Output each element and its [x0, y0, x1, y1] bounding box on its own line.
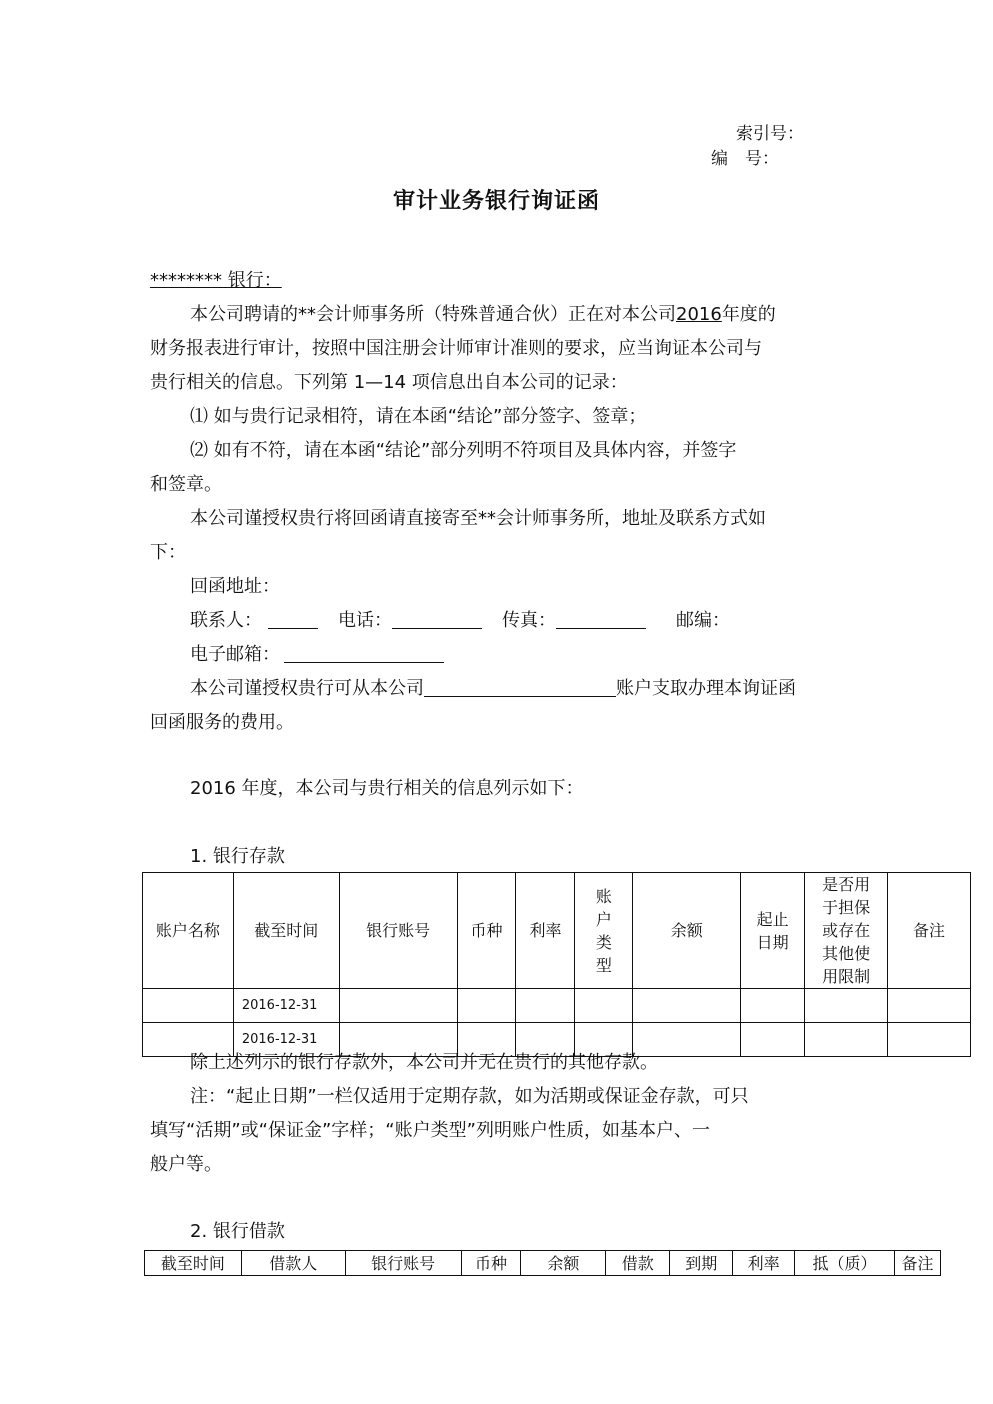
table-cell[interactable]	[575, 989, 633, 1023]
serial-number-label: 编 号：	[711, 149, 779, 169]
reply-address-label: 回函地址：	[190, 576, 280, 597]
loan-header-collateral: 抵（质）	[795, 1251, 895, 1276]
deposit-header-row	[143, 873, 971, 989]
instruction-item-1: ⑴ 如与贵行记录相符，请在本函“结论”部分签字、签章；	[190, 406, 647, 427]
body-line-1-suffix: 年度的	[721, 304, 776, 325]
table-cell[interactable]	[339, 989, 457, 1023]
index-number-label: 索引号：	[736, 124, 804, 144]
loan-header-interest-rate: 利率	[733, 1251, 795, 1276]
body-line-1-text: 本公司聘请的**会计师事务所（特殊普通合伙）正在对本公司	[190, 304, 676, 325]
table-cell[interactable]	[741, 989, 805, 1023]
table-cell[interactable]	[888, 1023, 971, 1057]
postcode-label: 邮编：	[676, 610, 730, 631]
loan-header-remarks: 备注	[894, 1251, 940, 1276]
row-1-date: 2016-12-31	[233, 989, 339, 1023]
loan-header-cutoff-date: 截至时间	[145, 1251, 242, 1276]
loan-header-balance: 余额	[521, 1251, 606, 1276]
phone-field[interactable]	[392, 608, 482, 629]
deposit-statement: 除上述列示的银行存款外，本公司并无在贵行的其他存款。	[190, 1052, 658, 1073]
salutation	[150, 264, 282, 298]
bank-deposit-table	[142, 872, 971, 1057]
fee-authorization-cont: 回函服务的费用。	[150, 712, 294, 733]
deposit-note-2: 填写“活期”或“保证金”字样；“账户类型”列明账户性质，如基本户、一	[150, 1120, 710, 1141]
loan-header-row	[145, 1251, 941, 1276]
account-field[interactable]	[424, 676, 616, 697]
email-label: 电子邮箱：	[190, 644, 280, 665]
loan-header-account-number: 银行账号	[345, 1251, 461, 1276]
header-currency: 币种	[457, 873, 516, 989]
authorization-line: 本公司谨授权贵行将回函请直接寄至**会计师事务所，地址及联系方式如	[190, 508, 766, 529]
section-1-title: 1. 银行存款	[190, 846, 285, 867]
loan-header-currency: 币种	[461, 1251, 521, 1276]
header-restriction: 是否用于担保或存在其他使用限制	[805, 873, 888, 989]
body-line-1	[190, 298, 776, 332]
fee-authorization-suffix: 账户支取办理本询证函	[616, 678, 796, 699]
header-start-end-date: 起止日期	[741, 873, 805, 989]
contact-row	[190, 604, 730, 638]
table-cell[interactable]	[805, 1023, 888, 1057]
bank-suffix: 银行：	[222, 270, 282, 291]
header-interest-rate: 利率	[516, 873, 575, 989]
body-line-2: 财务报表进行审计，按照中国注册会计师审计准则的要求，应当询证本公司与	[150, 338, 762, 359]
fee-authorization-text: 本公司谨授权贵行可从本公司	[190, 678, 424, 699]
bank-loan-table	[144, 1250, 941, 1276]
body-line-3: 贵行相关的信息。下列第 1—14 项信息出自本公司的记录：	[150, 372, 628, 393]
fax-label: 传真：	[502, 610, 556, 631]
instruction-item-2-cont: 和签章。	[150, 474, 222, 495]
loan-header-maturity: 到期	[670, 1251, 733, 1276]
deposit-note-1: 注：“起止日期”一栏仅适用于定期存款，如为活期或保证金存款，可只	[190, 1086, 749, 1107]
table-row	[143, 989, 971, 1023]
header-account-name: 账户名称	[143, 873, 234, 989]
fee-authorization-line	[190, 672, 796, 706]
authorization-line-cont: 下：	[150, 542, 186, 563]
table-cell[interactable]	[805, 989, 888, 1023]
table-cell[interactable]	[888, 989, 971, 1023]
header-remarks: 备注	[888, 873, 971, 989]
bank-name: ********	[150, 270, 222, 291]
table-cell[interactable]	[516, 989, 575, 1023]
audit-year: 2016	[676, 304, 722, 325]
contact-label: 联系人：	[190, 610, 262, 631]
email-row	[190, 638, 444, 672]
header-account-number: 银行账号	[339, 873, 457, 989]
page-title: 审计业务银行询证函	[392, 189, 600, 214]
table-cell[interactable]	[457, 989, 516, 1023]
email-field[interactable]	[284, 642, 444, 663]
phone-label: 电话：	[338, 610, 392, 631]
header-account-type: 账户类型	[575, 873, 633, 989]
fax-field[interactable]	[556, 608, 646, 629]
instruction-item-2: ⑵ 如有不符，请在本函“结论”部分列明不符项目及具体内容，并签字	[190, 440, 737, 461]
table-cell[interactable]	[741, 1023, 805, 1057]
header-cutoff-date: 截至时间	[233, 873, 339, 989]
contact-field[interactable]	[268, 608, 318, 629]
section-2-title: 2. 银行借款	[190, 1221, 285, 1242]
table-cell[interactable]	[143, 989, 234, 1023]
loan-header-loan: 借款	[606, 1251, 670, 1276]
deposit-note-3: 般户等。	[150, 1154, 222, 1175]
loan-header-borrower: 借款人	[241, 1251, 345, 1276]
header-balance: 余额	[633, 873, 741, 989]
table-cell[interactable]	[633, 989, 741, 1023]
info-intro: 2016 年度，本公司与贵行相关的信息列示如下：	[190, 778, 584, 799]
row-2-date: 2016-12-31	[233, 1023, 339, 1057]
